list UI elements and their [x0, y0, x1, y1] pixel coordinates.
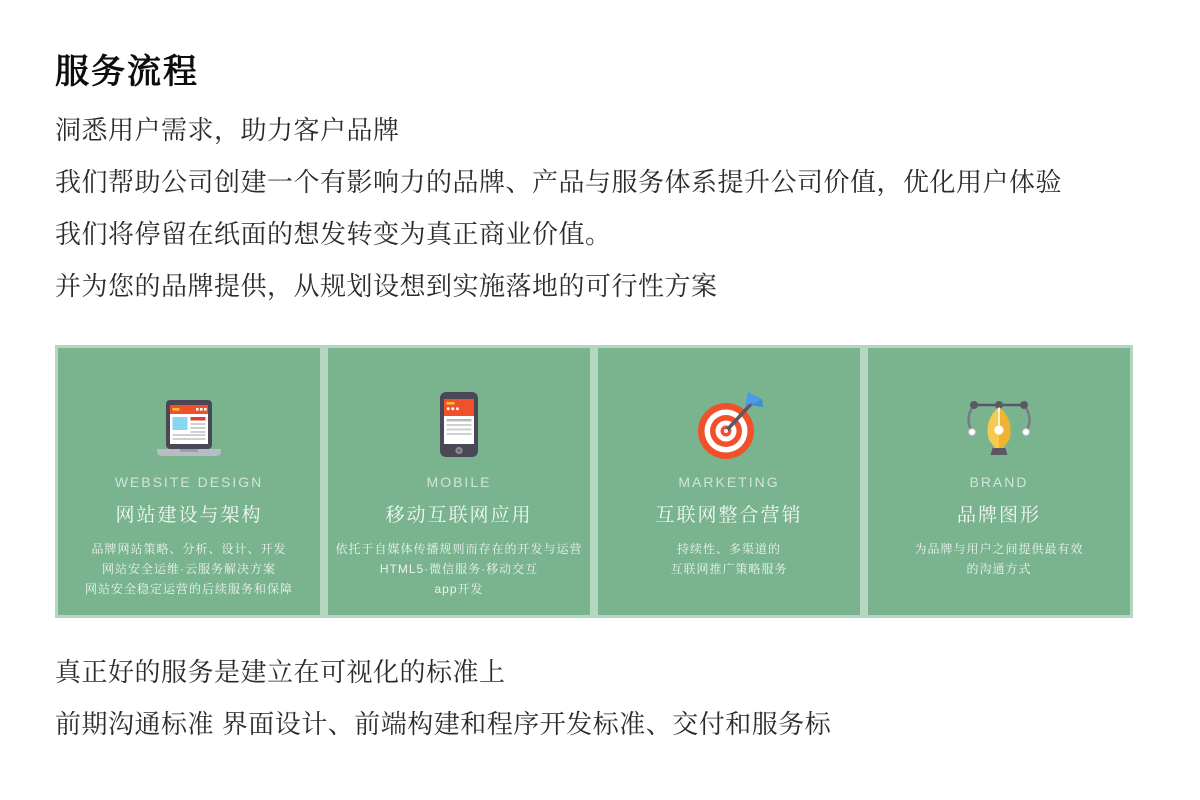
footer-text: [55, 646, 831, 750]
card-description: [58, 539, 320, 599]
card-desc-line: 互联网推广策略服务: [670, 562, 788, 576]
card-en-label: BRAND: [969, 474, 1029, 490]
card-desc-line: 持续性、多渠道的: [676, 542, 781, 556]
footer-line-1: 真正好的服务是建立在可视化的标准上: [55, 657, 506, 687]
card-en-label: WEBSITE DESIGN: [114, 474, 264, 490]
card-description: [598, 539, 860, 579]
card-desc-line: app开发: [434, 582, 484, 596]
marketing-target-dart-icon: [598, 390, 860, 460]
card-desc-line: 为品牌与用户之间提供最有效: [914, 542, 1084, 556]
mobile-phone-icon: [328, 390, 590, 460]
card-desc-line: 的沟通方式: [966, 562, 1032, 576]
service-card-mobile: [328, 348, 590, 615]
card-description: [868, 539, 1130, 579]
card-desc-line: 依托于自媒体传播规则而存在的开发与运营: [335, 542, 583, 556]
card-title: 网站建设与架构: [115, 505, 263, 526]
intro-line-2: 我们帮助公司创建一个有影响力的品牌、产品与服务体系提升公司价值，优化用户体验: [55, 167, 1063, 197]
card-title: 移动互联网应用: [385, 505, 533, 526]
card-description: [328, 539, 590, 599]
intro-text: [55, 104, 1062, 312]
page-title: 服务流程: [55, 53, 199, 91]
card-desc-line: HTML5·微信服务·移动交互: [379, 562, 539, 576]
intro-line-3: 我们将停留在纸面的想发转变为真正商业价值。: [55, 219, 612, 249]
card-title: 品牌图形: [956, 505, 1041, 526]
card-desc-line: 品牌网站策略、分析、设计、开发: [91, 542, 287, 556]
card-desc-line: 网站安全稳定运营的后续服务和保障: [84, 582, 293, 596]
intro-line-4: 并为您的品牌提供，从规划设想到实施落地的可行性方案: [55, 271, 718, 301]
footer-line-2: 前期沟通标准 界面设计、前端构建和程序开发标准、交付和服务标: [55, 709, 832, 739]
card-desc-line: 网站安全运维·云服务解决方案: [102, 562, 276, 576]
brand-pen-tool-icon: [868, 390, 1130, 460]
intro-line-1: 洞悉用户需求，助力客户品牌: [55, 115, 400, 145]
services-panel: [55, 345, 1133, 618]
website-design-laptop-icon: [58, 390, 320, 460]
card-title: 互联网整合营销: [655, 505, 803, 526]
service-card-website-design: [58, 348, 320, 615]
card-en-label: MARKETING: [678, 474, 780, 490]
service-card-marketing: [598, 348, 860, 615]
card-en-label: MOBILE: [426, 474, 492, 490]
service-card-brand: [868, 348, 1130, 615]
